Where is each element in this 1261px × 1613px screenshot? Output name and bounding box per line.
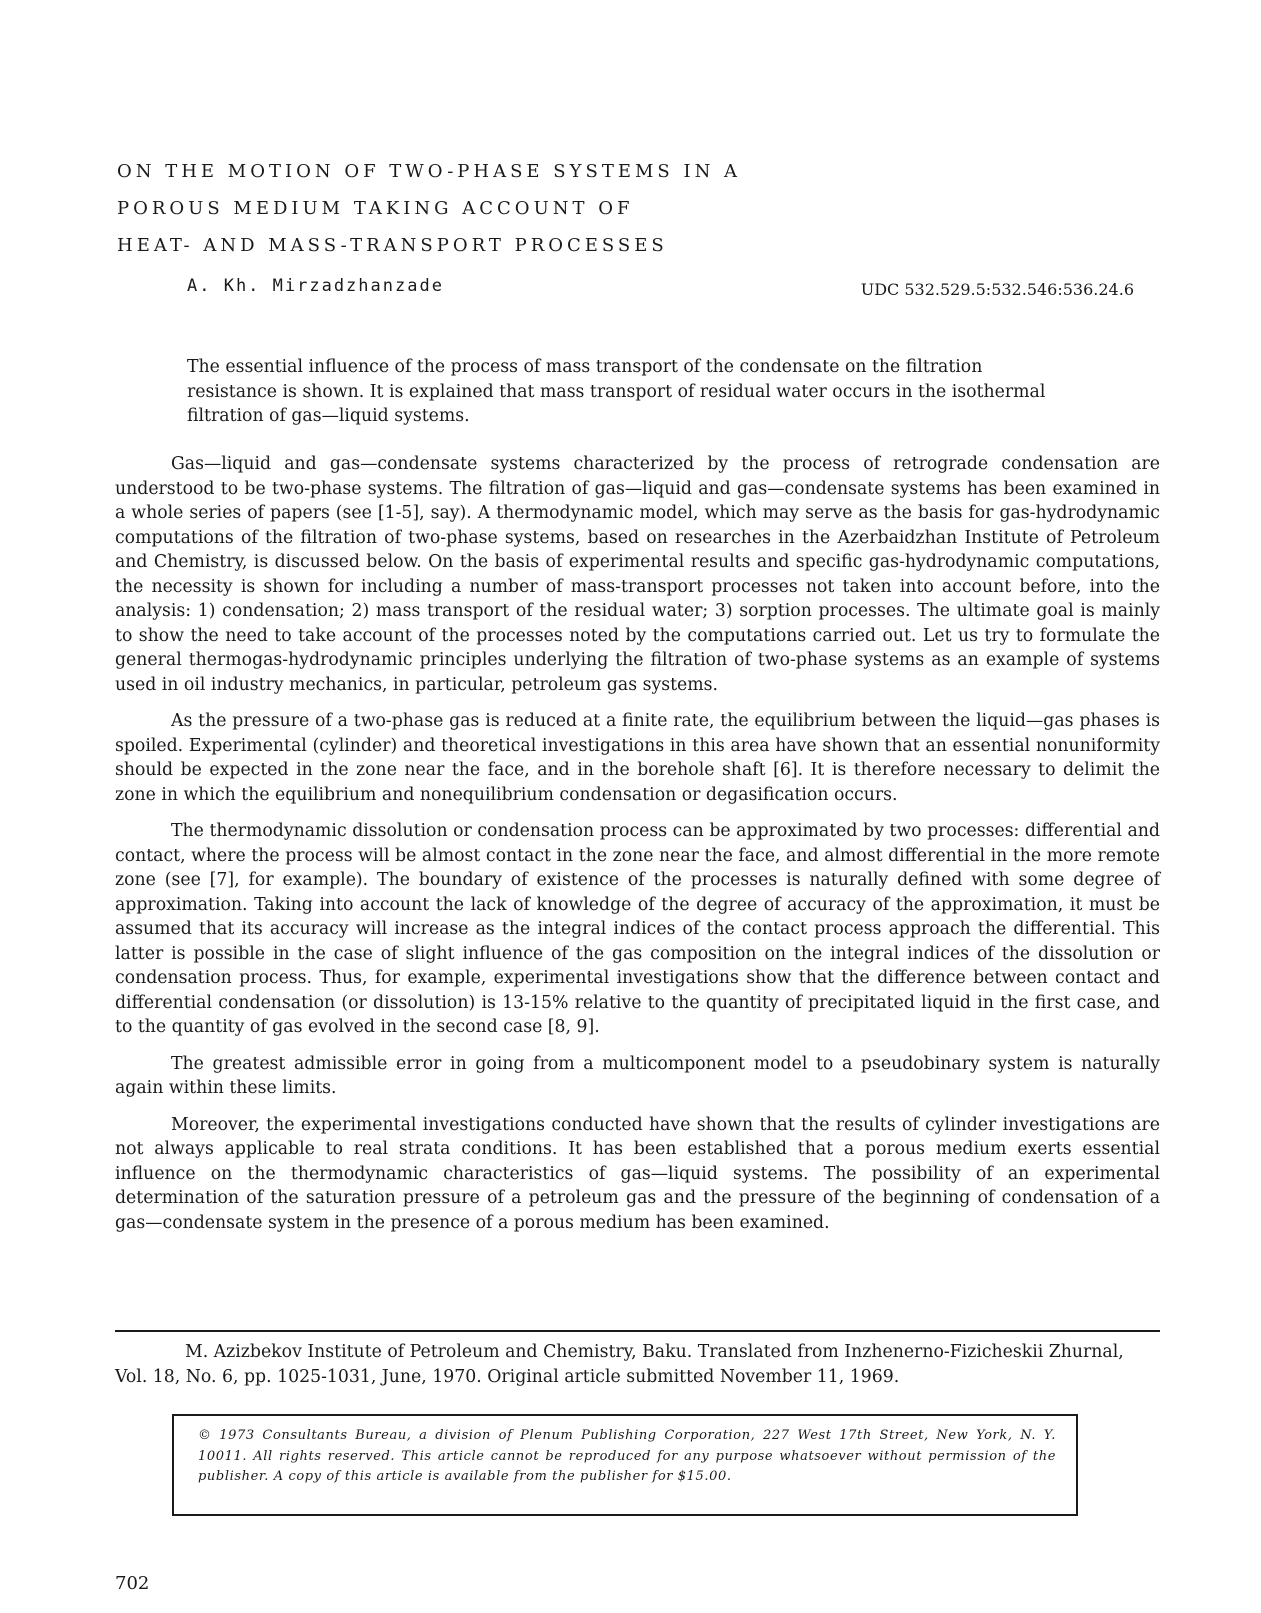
author-name: A. Kh. Mirzadzhanzade [187,276,444,296]
title-line-3: HEAT- AND MASS-TRANSPORT PROCESSES [117,235,668,256]
body-paragraph-4: The greatest admissible error in going from a multicomponent model to a pseudobinary system is naturally again within these limits. [115,1053,1160,1098]
title-line-1: ON THE MOTION OF TWO-PHASE SYSTEMS IN A [117,161,742,182]
article-body [115,452,1160,1247]
title-line-2: POROUS MEDIUM TAKING ACCOUNT OF [117,198,634,219]
body-paragraph-5: Moreover, the experimental investigations conducted have shown that the results of cylinder investigations are not always applicable to real strata conditions. It has been established that a porous medium exerts essential influence on the thermodynamic characteristics of gas—liquid systems. The possibility of an experimental determination of the saturation pressure of a petroleum gas and the pressure of the beginning of condensation of a gas—condensate system in the presence of a porous medium has been examined. [115,1114,1160,1233]
footnote-divider [115,1330,1160,1332]
body-paragraph-2: As the pressure of a two-phase gas is reduced at a finite rate, the equilibrium between the liquid—gas phases is spoiled. Experimental (cylinder) and theoretical investigations in this area have shown that an essential nonuniformity should be expected in the zone near the face, and in the borehole shaft [6]. It is therefore necessary to delimit the zone in which the equilibrium and nonequilibrium condensation or degasification occurs. [115,711,1160,805]
affiliation-footnote: M. Azizbekov Institute of Petroleum and Chemistry, Baku. Translated from Inzhenerno-Fizicheskii Zhurnal, Vol. 18, No. 6, pp. 1025-1031, June, 1970. Original article submitted November 11, 1969. [115,1342,1124,1387]
abstract: The essential influence of the process of mass transport of the condensate on the filtration resistance is shown. It is explained that mass transport of residual water occurs in the isothermal filtration of gas—liquid systems. [187,357,1046,426]
udc-code: UDC 532.529.5:532.546:536.24.6 [860,280,1134,299]
copyright-notice: © 1973 Consultants Bureau, a division of Plenum Publishing Corporation, 227 West 17th Street, New York, N. Y. 10011. All rights reserved. This article cannot be reproduced for any purpose whatsoever without permission of the publisher. A copy of this article is available from the publisher for $15.00. [172,1414,1078,1516]
page-number: 702 [115,1573,150,1594]
article-title [117,153,837,264]
body-paragraph-3: The thermodynamic dissolution or condensation process can be approximated by two processes: differential and contact, where the process will be almost contact in the zone near the face, and almost differential in the more remote zone (see [7], for example). The boundary of existence of the processes is naturally defined with some degree of approximation. Taking into account the lack of knowledge of the degree of accuracy of the approximation, it must be assumed that its accuracy will increase as the integral indices of the contact process approach the differential. This latter is possible in the case of slight influence of the gas composition on the integral indices of the dissolution or condensation process. Thus, for example, experimental investigations show that the difference between contact and differential condensation (or dissolution) is 13-15% relative to the quantity of precipitated liquid in the first case, and to the quantity of gas evolved in the second case [8, 9]. [115,821,1160,1037]
body-paragraph-1: Gas—liquid and gas—condensate systems characterized by the process of retrograde condensation are understood to be two-phase systems. The filtration of gas—liquid and gas—condensate systems has been examined in a whole series of papers (see [1-5], say). A thermodynamic model, which may serve as the basis for gas-hydrodynamic computations of the filtration of two-phase systems, based on researches in the Azerbaidzhan Institute of Petroleum and Chemistry, is discussed below. On the basis of experimental results and specific gas-hydrodynamic computations, the necessity is shown for including a number of mass-transport processes not taken into account before, into the analysis: 1) condensation; 2) mass transport of the residual water; 3) sorption processes. The ultimate goal is mainly to show the need to take account of the processes noted by the computations carried out. Let us try to formulate the general thermogas-hydrodynamic principles underlying the filtration of two-phase systems as an example of systems used in oil industry mechanics, in particular, petroleum gas systems. [115,454,1160,695]
